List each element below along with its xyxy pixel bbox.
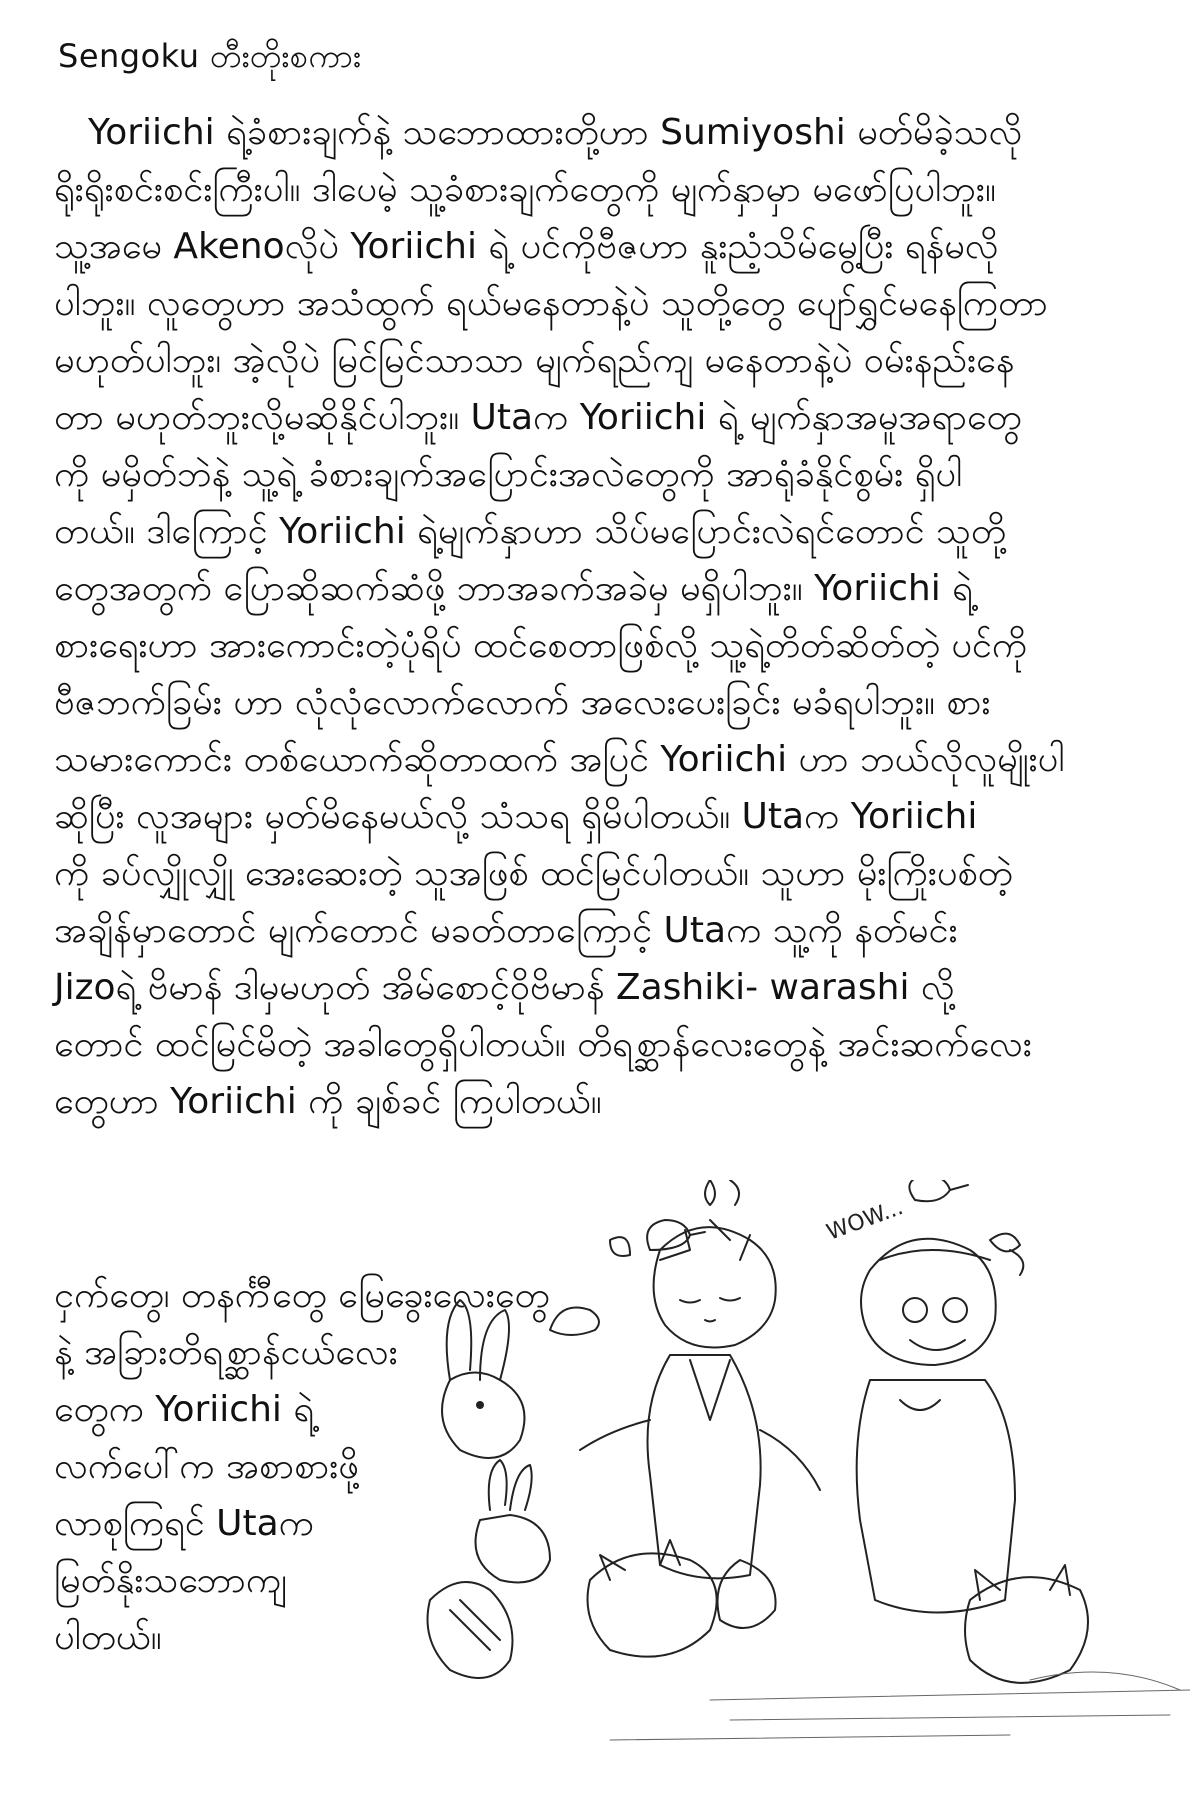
- paragraph-line: Yoriichi ရဲ့ခံစားချက်နဲ့ သဘောထားတို့ဟာ Sumiyoshi မတ်မိခဲ့သလို: [88, 112, 1023, 153]
- fox-figure: [588, 1540, 1089, 1683]
- paragraph-line: သူ့အမေ Akenoလိုပဲ Yoriichi ရဲ့ ပင်ကိုဗီဇဟာ နူးညံ့သိမ်မွေ့ပြီး ရန်မလို: [54, 226, 999, 267]
- bird-figure: [550, 1180, 968, 1335]
- caption-paragraph: [54, 1267, 550, 1666]
- paragraph-line: ကို ခပ်လျှိုလျှို အေးဆေးတဲ့ သူအဖြစ် ထင်မြင်ပါတယ်။ သူဟာ မိုးကြိုးပစ်တဲ့: [54, 853, 1013, 894]
- wow-exclamation: WOW...: [823, 1195, 907, 1246]
- paragraph-line: စားရေးဟာ အားကောင်းတဲ့ပုံရိပ် ထင်စေတာဖြစ်လို့ သူ့ရဲ့တိတ်ဆိတ်တဲ့ ပင်ကို: [54, 625, 1028, 666]
- sake-bottle: [428, 1582, 513, 1678]
- caption-line: ပါတယ်။: [54, 1617, 162, 1658]
- paragraph-line: ဆိုပြီး လူအများ မှတ်မိနေမယ်လို့ သံသရ ရှိမိပါတယ်။ Utaက Yoriichi: [54, 796, 978, 837]
- paragraph-line: အချိန်မှာတောင် မျက်တောင် မခတ်တာကြောင့် Utaက သူ့ကို နတ်မင်း: [54, 910, 958, 951]
- caption-line: တွေက Yoriichi ရဲ့: [54, 1389, 315, 1430]
- main-paragraph: [54, 104, 1134, 1130]
- paragraph-line: သမားကောင်း တစ်ယောက်ဆိုတာထက် အပြင် Yoriichi ဟာ ဘယ်လိုလူမျိုးပါ: [54, 739, 1065, 780]
- caption-line: လာစုကြရင် Utaက: [54, 1503, 314, 1544]
- paragraph-line: တောင် ထင်မြင်မိတဲ့ အခါတွေရှိပါတယ်။ တိရစ္ဆာန်လေးတွေနဲ့ အင်းဆက်လေး: [54, 1024, 1032, 1065]
- caption-line: လက်ပေါ်က အစာစားဖို့: [54, 1446, 359, 1487]
- paragraph-line: မဟုတ်ပါဘူး၊ အဲ့လိုပဲ မြင်မြင်သာသာ မျက်ရည်ကျ မနေတာနဲ့ပဲ ဝမ်းနည်းနေ: [54, 340, 1015, 381]
- paragraph-line: ပါဘူး။ လူတွေဟာ အသံထွက် ရယ်မနေတာနဲ့ပဲ သူတို့တွေ ပျော်ရွှင်မနေကြတာ: [54, 283, 1048, 324]
- paragraph-line: ရိုးရိုးစင်းစင်းကြီးပါ။ ဒါပေမဲ့ သူ့ခံစားချက်တွေကို မျက်နှာမှာ မဖော်ပြပါဘူး။: [54, 169, 996, 210]
- page-heading: Sengoku တီးတိုးစကား: [58, 37, 362, 75]
- paragraph-line: တွေဟာ Yoriichi ကို ချစ်ခင် ကြပါတယ်။: [54, 1081, 602, 1122]
- sketch-illustration: [410, 1180, 1190, 1780]
- paragraph-line: ဗီဇဘက်ခြမ်း ဟာ လုံလုံလောက်လောက် အလေးပေးခြင်း မခံရပါဘူး။ စား: [54, 682, 991, 723]
- caption-line: နဲ့ အခြားတိရစ္ဆာန်ငယ်လေး: [54, 1332, 398, 1373]
- paragraph-line: ကို မမှိတ်ဘဲနဲ့ သူ့ရဲ့ ခံစားချက်အပြောင်းအလဲတွေကို အာရုံခံနိုင်စွမ်း ရှိပါ: [54, 454, 963, 495]
- leaf-decoration: [610, 1180, 739, 1256]
- paragraph-line: တယ်။ ဒါကြောင့် Yoriichi ရဲ့မျက်နှာဟာ သိပ်မပြောင်းလဲရင်တောင် သူတို့: [54, 511, 1006, 552]
- paragraph-line: Jizoရဲ့ ဗိမာန် ဒါမှမဟုတ် အိမ်စောင့်ဝိုဗိမာန် Zashiki- warashi လို့: [54, 967, 955, 1008]
- boy-figure: [580, 1220, 820, 1578]
- rabbit-figure: [442, 1300, 550, 1583]
- ground-shading: [610, 1672, 1190, 1740]
- paragraph-line: တာ မဟုတ်ဘူးလို့မဆိုနိုင်ပါဘူး။ Utaက Yoriichi ရဲ့ မျက်နှာအမူအရာတွေ: [54, 397, 1022, 438]
- girl-figure: [857, 1234, 1024, 1613]
- paragraph-line: တွေအတွက် ပြောဆိုဆက်ဆံဖို့ ဘာအခက်အခဲမှ မရှိပါဘူး။ Yoriichi ရဲ့: [54, 568, 973, 609]
- caption-line: ငှက်တွေ၊ တနင်္ကီတွေ မြေခွေးလေးတွေ: [54, 1275, 550, 1316]
- caption-line: မြတ်နိုးသဘောကျ: [54, 1560, 287, 1601]
